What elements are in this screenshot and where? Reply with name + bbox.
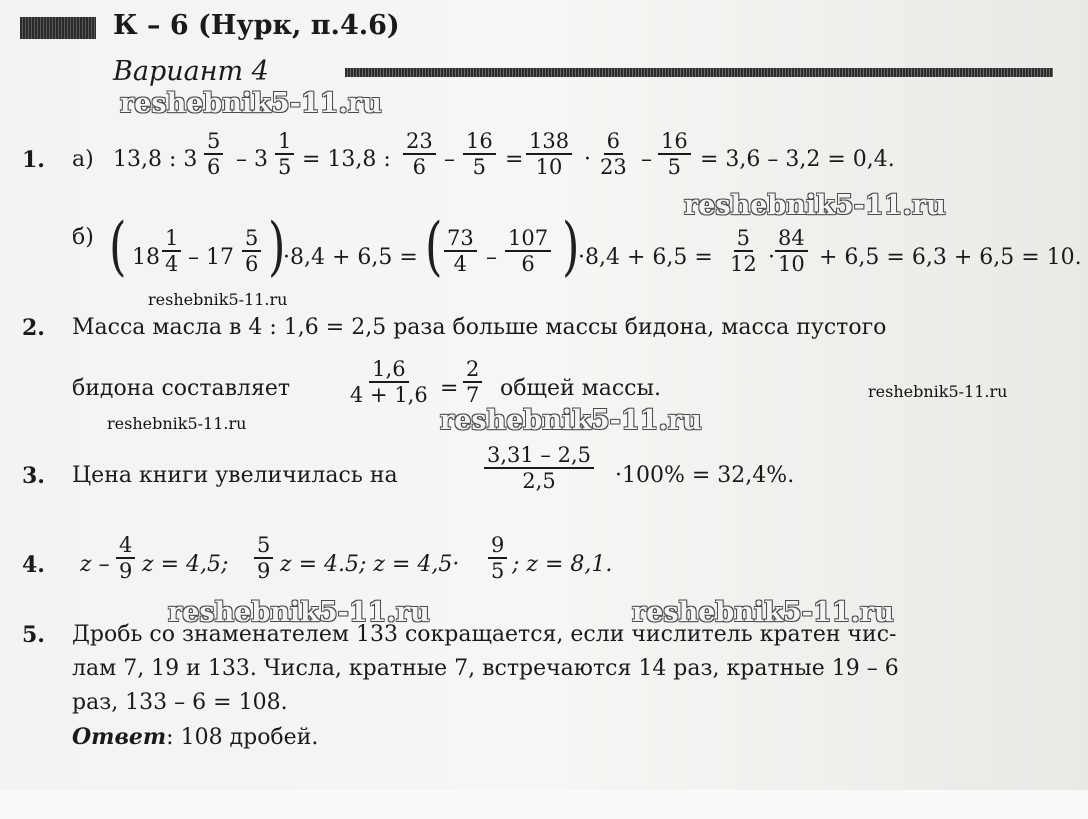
p1b-fraction-2 (242, 226, 261, 276)
p5-line-2: лам 7, 19 и 133. Числа, кратные 7, встречаются 14 раз, кратные 19 – 6 (72, 656, 899, 681)
denominator: 9 (119, 559, 133, 584)
denominator: 5 (491, 559, 505, 584)
problem-5-number: 5. (22, 622, 45, 648)
denominator: 7 (466, 383, 480, 408)
p1a-result: = 3,6 – 3,2 = 0,4. (700, 147, 895, 172)
numerator: 6 (604, 129, 623, 155)
p4-text-1: z – (80, 552, 110, 577)
p2-fraction-1 (347, 357, 431, 407)
p5-line-1: Дробь со знаменателем 133 сокращается, если числитель кратен чис- (72, 622, 897, 647)
p4-text-2: z = 4,5; (142, 552, 229, 577)
p3-text: Цена книги увеличилась на (72, 463, 398, 488)
denominator: 4 (165, 252, 179, 277)
p3-fraction (484, 443, 594, 493)
p1b-fraction-6 (775, 226, 808, 276)
p1a-text-5: = (505, 147, 524, 172)
p2-equals: = (440, 376, 459, 401)
denominator: 2,5 (522, 469, 556, 494)
denominator: 5 (472, 155, 487, 180)
numerator: 3,31 – 2,5 (484, 443, 594, 469)
problem-1a-label: а) (72, 147, 94, 172)
p1b-text-2: – 17 (188, 245, 234, 270)
numerator: 1,6 (369, 357, 408, 383)
p1a-fraction-3 (403, 129, 436, 179)
problem-1b-label: б) (72, 225, 94, 250)
p1a-fraction-1 (204, 129, 223, 179)
watermark-5: reshebnik5-11.ru (107, 414, 247, 433)
numerator: 1 (275, 129, 294, 155)
denominator: 23 (600, 155, 627, 180)
numerator: 9 (488, 533, 507, 559)
problem-2-number: 2. (22, 315, 45, 341)
numerator: 84 (775, 226, 808, 252)
answer-value: : 108 дробей. (166, 725, 319, 750)
p1b-fraction-1 (162, 226, 181, 276)
numerator: 16 (658, 129, 691, 155)
denominator: 4 (453, 252, 468, 277)
p2-line-2a: бидона составляет (72, 376, 291, 401)
denominator: 5 (667, 155, 682, 180)
watermark-7: reshebnik5-11.ru (168, 597, 430, 628)
p2-fraction-2 (463, 357, 482, 407)
numerator: 16 (463, 129, 496, 155)
variant-rule-line (345, 68, 1053, 77)
denominator: 10 (778, 252, 805, 277)
numerator: 5 (204, 129, 223, 155)
p5-answer (72, 724, 318, 750)
p1b-text-4: – (486, 245, 497, 270)
left-paren-1: ( (109, 210, 127, 284)
denominator: 10 (535, 155, 563, 180)
numerator: 4 (116, 533, 135, 559)
p1a-text-1: 13,8 : 3 (113, 147, 198, 172)
watermark-8: reshebnik5-11.ru (632, 597, 894, 628)
variant-heading: Вариант 4 (113, 56, 269, 87)
p1b-fraction-4 (505, 226, 551, 276)
p4-fraction-1 (116, 533, 135, 583)
watermark-1: reshebnik5-11.ru (120, 88, 382, 119)
p2-line-2b: общей массы. (500, 376, 661, 401)
denominator: 6 (521, 252, 535, 277)
p1a-text-2: – 3 (236, 147, 268, 172)
numerator: 138 (526, 129, 572, 155)
problem-3-number: 3. (22, 463, 45, 489)
page-bottom-margin (0, 790, 1088, 819)
p1a-text-4: – (444, 147, 455, 172)
denominator: 6 (207, 155, 221, 180)
p1b-text-5: ·8,4 + 6,5 = (578, 245, 713, 270)
p1b-text-1: 18 (132, 245, 160, 270)
p1a-text-3: = 13,8 : (302, 147, 391, 172)
right-paren-2: ) (562, 210, 580, 284)
p1a-fraction-4 (463, 129, 496, 179)
numerator: 107 (505, 226, 551, 252)
left-paren-2: ( (425, 210, 443, 284)
p4-fraction-3 (488, 533, 507, 583)
problem-1-number: 1. (22, 147, 45, 173)
p1a-fraction-5 (526, 129, 572, 179)
header-marker-bar (20, 17, 96, 39)
p3-result: ·100% = 32,4%. (615, 463, 795, 488)
p1b-fraction-3 (444, 226, 477, 276)
p2-line-1: Масса масла в 4 : 1,6 = 2,5 раза больше массы бидона, масса пустого (72, 315, 887, 340)
numerator: 23 (403, 129, 436, 155)
denominator: 6 (245, 252, 259, 277)
p4-text-4: ; z = 8,1. (512, 552, 613, 577)
p1a-fraction-2 (275, 129, 294, 179)
denominator: 9 (257, 559, 271, 584)
numerator: 5 (254, 533, 273, 559)
problem-4-number: 4. (22, 552, 45, 578)
denominator: 12 (730, 252, 757, 277)
watermark-3: reshebnik5-11.ru (148, 290, 288, 309)
watermark-2: reshebnik5-11.ru (684, 190, 946, 221)
p4-text-3: z = 4.5; z = 4,5· (280, 552, 460, 577)
p4-fraction-2 (254, 533, 273, 583)
p1b-result: + 6,5 = 6,3 + 6,5 = 10. (819, 245, 1082, 270)
denominator: 5 (278, 155, 292, 180)
p5-line-3: раз, 133 – 6 = 108. (72, 690, 288, 715)
answer-label: Ответ (72, 724, 167, 750)
p1a-fraction-7 (658, 129, 691, 179)
right-paren-1: ) (268, 210, 286, 284)
p1a-text-7: – (641, 147, 652, 172)
numerator: 1 (162, 226, 181, 252)
numerator: 5 (734, 226, 753, 252)
denominator: 6 (412, 155, 427, 180)
p1b-fraction-5 (727, 226, 760, 276)
denominator: 4 + 1,6 (350, 383, 428, 408)
watermark-4: reshebnik5-11.ru (868, 382, 1008, 401)
page-title: К – 6 (Нурк, п.4.6) (113, 10, 400, 41)
watermark-6: reshebnik5-11.ru (440, 405, 702, 436)
numerator: 2 (463, 357, 482, 383)
p1a-text-6: · (584, 147, 591, 172)
p1b-text-6: · (768, 245, 775, 270)
p1b-text-3: ·8,4 + 6,5 = (283, 245, 418, 270)
numerator: 5 (242, 226, 261, 252)
numerator: 73 (444, 226, 477, 252)
p1a-fraction-6 (597, 129, 630, 179)
